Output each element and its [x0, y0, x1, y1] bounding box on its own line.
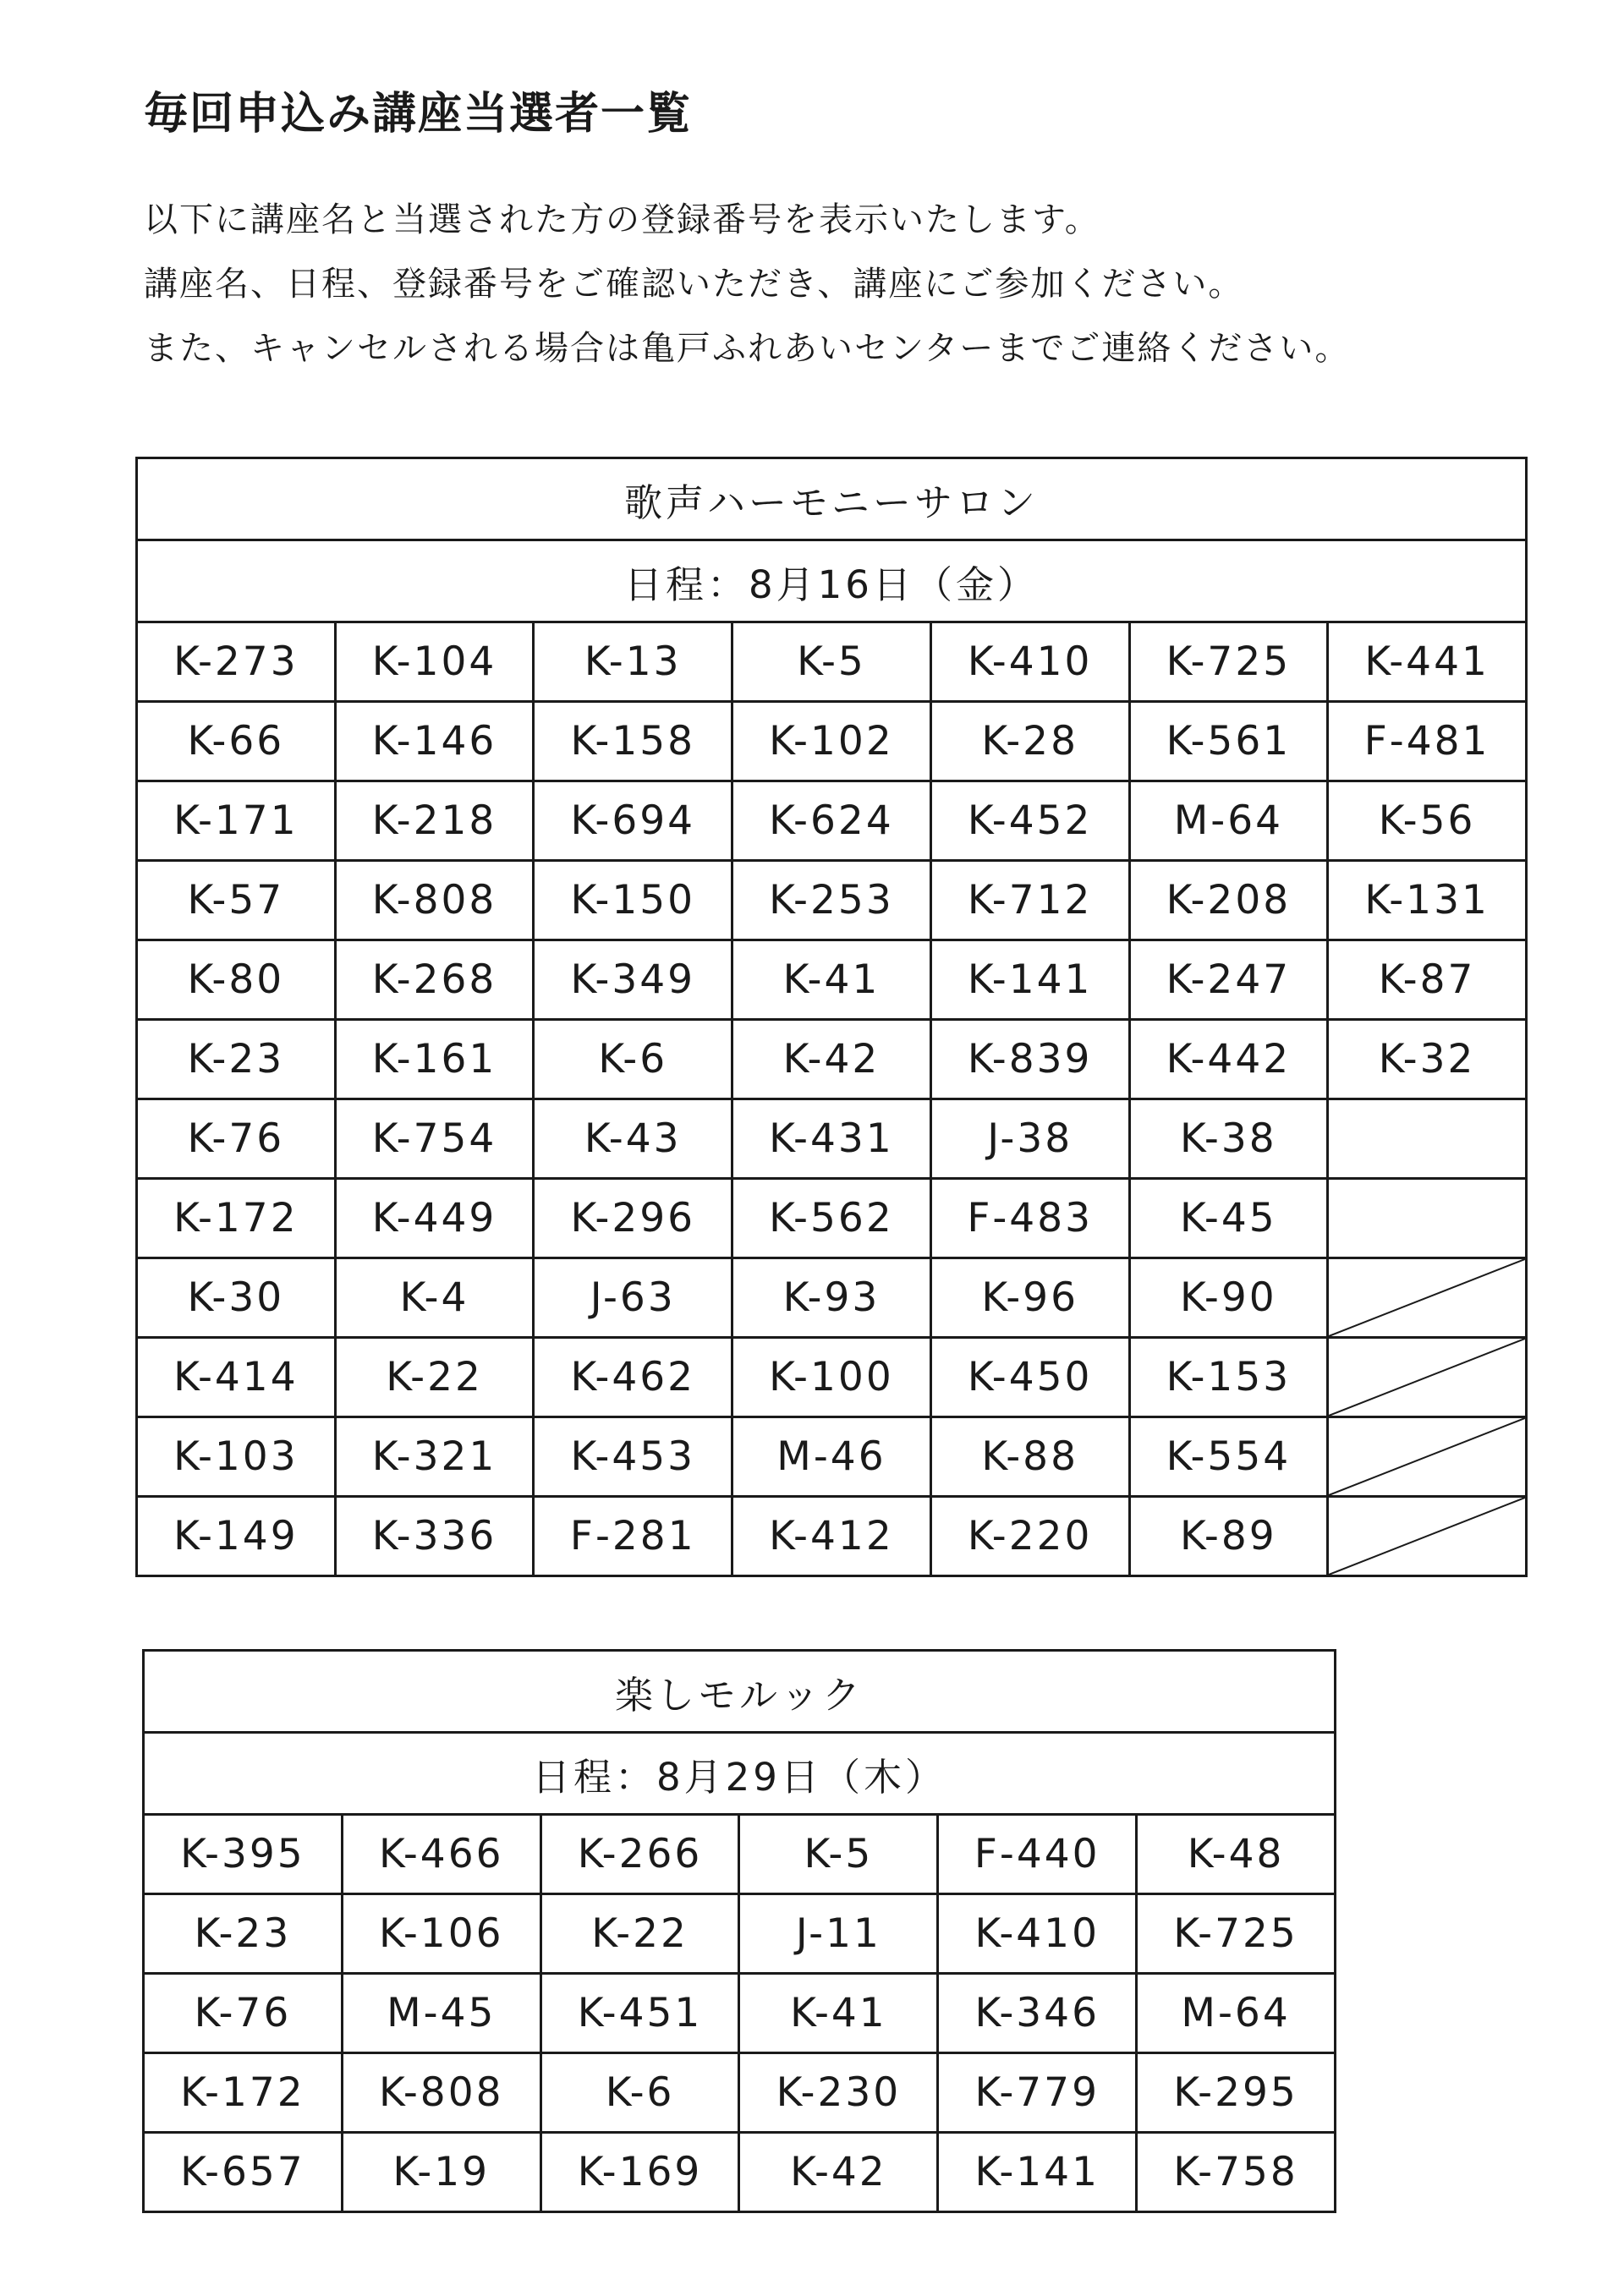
registration-number: K-230 — [739, 2053, 938, 2133]
registration-number: K-88 — [930, 1417, 1129, 1497]
empty-cell — [1328, 1417, 1527, 1497]
registration-number: K-296 — [534, 1179, 732, 1258]
table-row — [137, 1338, 1527, 1417]
registration-number: K-754 — [335, 1099, 534, 1179]
table-row — [144, 2133, 1336, 2212]
registration-number: K-218 — [335, 781, 534, 861]
registration-number: K-13 — [534, 622, 732, 702]
registration-number: K-30 — [137, 1258, 336, 1338]
registration-number: K-102 — [732, 702, 931, 781]
registration-number: K-450 — [930, 1338, 1129, 1417]
course-table-molkky — [142, 1649, 1336, 2213]
registration-number: K-451 — [540, 1974, 739, 2053]
course-name: 歌声ハーモニーサロン — [137, 458, 1527, 540]
registration-number: K-266 — [540, 1815, 739, 1894]
registration-number: K-208 — [1129, 861, 1328, 940]
table-row — [137, 1099, 1527, 1179]
registration-number: K-253 — [732, 861, 931, 940]
registration-number: K-6 — [534, 1020, 732, 1099]
empty-cell — [1328, 1179, 1527, 1258]
registration-number: K-43 — [534, 1099, 732, 1179]
registration-number: K-87 — [1328, 940, 1527, 1020]
registration-number: K-554 — [1129, 1417, 1328, 1497]
registration-number: K-93 — [732, 1258, 931, 1338]
empty-cell — [1328, 1497, 1527, 1576]
registration-number: K-22 — [335, 1338, 534, 1417]
table-row — [137, 702, 1527, 781]
registration-number: K-624 — [732, 781, 931, 861]
registration-number: K-48 — [1137, 1815, 1336, 1894]
registration-number: K-349 — [534, 940, 732, 1020]
registration-number: M-64 — [1129, 781, 1328, 861]
registration-number: K-76 — [137, 1099, 336, 1179]
registration-number: K-6 — [540, 2053, 739, 2133]
registration-number: M-46 — [732, 1417, 931, 1497]
registration-number: K-23 — [144, 1894, 343, 1974]
registration-number: K-441 — [1328, 622, 1527, 702]
registration-number: K-412 — [732, 1497, 931, 1576]
course-name: 楽しモルック — [144, 1651, 1336, 1733]
registration-number: K-131 — [1328, 861, 1527, 940]
registration-number: K-32 — [1328, 1020, 1527, 1099]
registration-number: K-268 — [335, 940, 534, 1020]
registration-number: F-481 — [1328, 702, 1527, 781]
registration-number: K-38 — [1129, 1099, 1328, 1179]
registration-number: K-104 — [335, 622, 534, 702]
table-row — [137, 781, 1527, 861]
registration-number: K-410 — [930, 622, 1129, 702]
registration-number: K-80 — [137, 940, 336, 1020]
course-schedule: 日程：8月16日（金） — [137, 540, 1527, 622]
registration-number: K-150 — [534, 861, 732, 940]
intro-line: また、キャンセルされる場合は亀戸ふれあいセンターまでご連絡ください。 — [144, 329, 1351, 368]
registration-number: K-462 — [534, 1338, 732, 1417]
registration-number: K-22 — [540, 1894, 739, 1974]
registration-number: K-42 — [739, 2133, 938, 2212]
registration-number: K-66 — [137, 702, 336, 781]
registration-number: K-76 — [144, 1974, 343, 2053]
registration-number: K-45 — [1129, 1179, 1328, 1258]
registration-number: K-171 — [137, 781, 336, 861]
registration-number: K-657 — [144, 2133, 343, 2212]
table-row — [137, 940, 1527, 1020]
table-row — [144, 1894, 1336, 1974]
registration-number: K-57 — [137, 861, 336, 940]
registration-number: K-220 — [930, 1497, 1129, 1576]
registration-number: K-96 — [930, 1258, 1129, 1338]
registration-number: K-295 — [1137, 2053, 1336, 2133]
empty-cell — [1328, 1338, 1527, 1417]
intro-line: 講座名、日程、登録番号をご確認いただき、講座にご参加ください。 — [144, 265, 1244, 304]
registration-number: K-100 — [732, 1338, 931, 1417]
diagonal-strike — [1329, 1259, 1525, 1336]
registration-number: F-281 — [534, 1497, 732, 1576]
registration-number: K-452 — [930, 781, 1129, 861]
registration-number: K-808 — [342, 2053, 540, 2133]
registration-number: K-172 — [144, 2053, 343, 2133]
table-row — [137, 861, 1527, 940]
registration-number: K-562 — [732, 1179, 931, 1258]
registration-number: K-28 — [930, 702, 1129, 781]
registration-number: K-56 — [1328, 781, 1527, 861]
registration-number: K-273 — [137, 622, 336, 702]
registration-number: K-41 — [732, 940, 931, 1020]
registration-number: K-169 — [540, 2133, 739, 2212]
registration-number: K-90 — [1129, 1258, 1328, 1338]
table-row — [137, 1258, 1527, 1338]
registration-number: K-23 — [137, 1020, 336, 1099]
registration-number: K-89 — [1129, 1497, 1328, 1576]
table-row — [137, 1497, 1527, 1576]
registration-number: K-321 — [335, 1417, 534, 1497]
registration-number: K-5 — [739, 1815, 938, 1894]
registration-number: K-172 — [137, 1179, 336, 1258]
table-row — [137, 1020, 1527, 1099]
registration-number: K-808 — [335, 861, 534, 940]
empty-cell — [1328, 1258, 1527, 1338]
registration-number: K-712 — [930, 861, 1129, 940]
course-table-utagoe — [135, 457, 1528, 1577]
registration-number: K-466 — [342, 1815, 540, 1894]
diagonal-strike — [1329, 1339, 1525, 1416]
intro-line: 以下に講座名と当選された方の登録番号を表示いたします。 — [144, 200, 1100, 239]
registration-number: M-64 — [1137, 1974, 1336, 2053]
empty-cell — [1328, 1099, 1527, 1179]
registration-number: K-725 — [1129, 622, 1328, 702]
registration-number: K-414 — [137, 1338, 336, 1417]
registration-number: J-38 — [930, 1099, 1129, 1179]
course-schedule: 日程：8月29日（木） — [144, 1733, 1336, 1815]
table-row — [137, 1417, 1527, 1497]
registration-number: K-442 — [1129, 1020, 1328, 1099]
table-row — [137, 1179, 1527, 1258]
page-title: 毎回申込み講座当選者一覧 — [144, 89, 693, 140]
registration-number: K-103 — [137, 1417, 336, 1497]
registration-number: J-63 — [534, 1258, 732, 1338]
registration-number: K-153 — [1129, 1338, 1328, 1417]
registration-number: K-758 — [1137, 2133, 1336, 2212]
registration-number: K-449 — [335, 1179, 534, 1258]
registration-number: K-19 — [342, 2133, 540, 2212]
registration-number: K-41 — [739, 1974, 938, 2053]
registration-number: K-779 — [938, 2053, 1137, 2133]
registration-number: K-431 — [732, 1099, 931, 1179]
registration-number: K-247 — [1129, 940, 1328, 1020]
registration-number: K-5 — [732, 622, 931, 702]
registration-number: K-336 — [335, 1497, 534, 1576]
registration-number: K-149 — [137, 1497, 336, 1576]
registration-number: K-141 — [930, 940, 1129, 1020]
registration-number: F-483 — [930, 1179, 1129, 1258]
intro-text — [144, 188, 1350, 381]
registration-number: K-158 — [534, 702, 732, 781]
table-row — [144, 1815, 1336, 1894]
registration-number: K-106 — [342, 1894, 540, 1974]
registration-number: K-453 — [534, 1417, 732, 1497]
diagonal-strike — [1329, 1418, 1525, 1495]
registration-number: F-440 — [938, 1815, 1137, 1894]
registration-number: K-694 — [534, 781, 732, 861]
table-row — [144, 1974, 1336, 2053]
registration-number: K-146 — [335, 702, 534, 781]
registration-number: K-346 — [938, 1974, 1137, 2053]
table-row — [137, 622, 1527, 702]
registration-number: K-42 — [732, 1020, 931, 1099]
registration-number: K-395 — [144, 1815, 343, 1894]
registration-number: K-410 — [938, 1894, 1137, 1974]
diagonal-strike — [1329, 1498, 1525, 1575]
registration-number: K-839 — [930, 1020, 1129, 1099]
table-row — [144, 2053, 1336, 2133]
registration-number: K-561 — [1129, 702, 1328, 781]
registration-number: K-141 — [938, 2133, 1137, 2212]
registration-number: K-161 — [335, 1020, 534, 1099]
registration-number: K-725 — [1137, 1894, 1336, 1974]
registration-number: K-4 — [335, 1258, 534, 1338]
registration-number: M-45 — [342, 1974, 540, 2053]
registration-number: J-11 — [739, 1894, 938, 1974]
